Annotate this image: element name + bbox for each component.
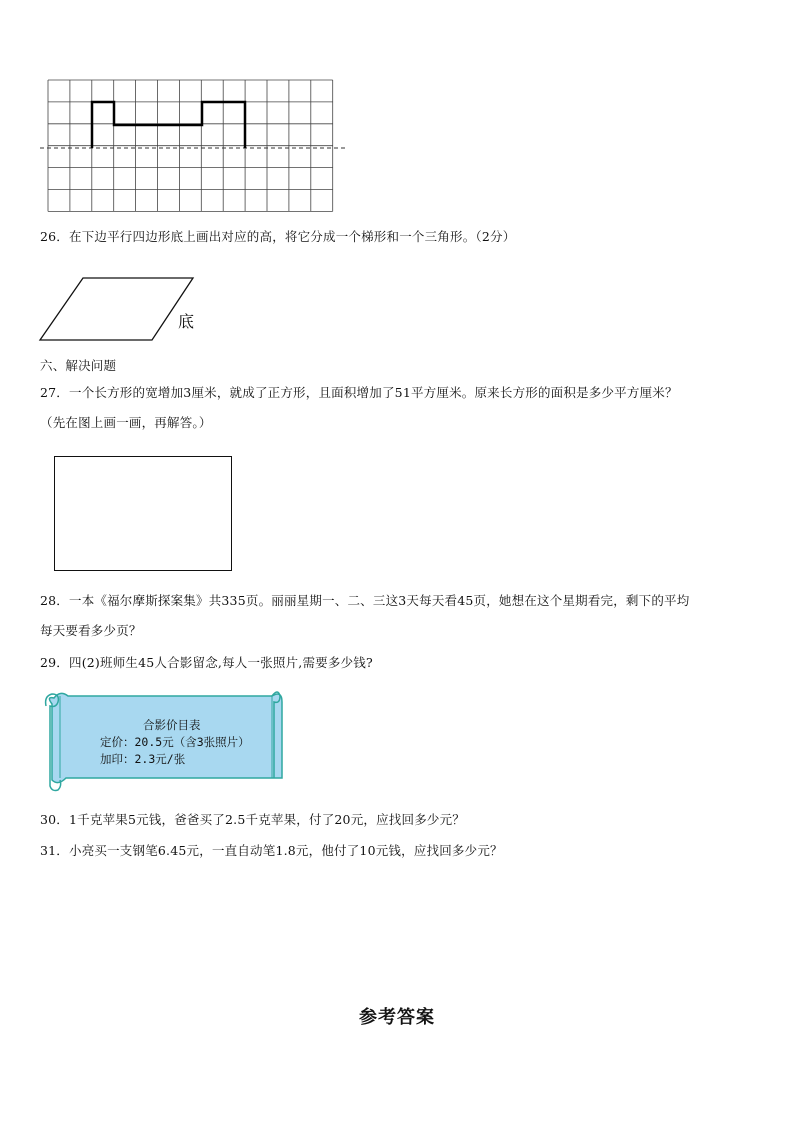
- price-table-title: 合影价目表: [143, 718, 201, 732]
- question-27-line2: （先在图上画一画，再解答。）: [40, 415, 212, 430]
- question-27-line1: 27．一个长方形的宽增加3厘米，就成了正方形，且面积增加了51平方厘米。原来长方形的面积是多少平方厘米？: [40, 385, 678, 400]
- section-title: 六、解决问题: [40, 358, 117, 373]
- question-28-line2: 每天要看多少页？: [40, 623, 142, 638]
- parallelogram: [40, 278, 193, 340]
- base-label: 底: [178, 312, 195, 331]
- drawn-shape: [92, 102, 245, 148]
- rectangle-drawing-box: [54, 456, 232, 571]
- question-29-text: 29．四(2)班师生45人合影留念,每人一张照片,需要多少钱?: [40, 655, 373, 670]
- question-26: [40, 228, 515, 246]
- price-table-line2: 加印：2.3元/张: [100, 752, 186, 766]
- question-28-line1: 28．一本《福尔摩斯探案集》共335页。丽丽星期一、二、三这3天每天看45页，她想在这个星期看完，剩下的平均: [40, 593, 690, 608]
- question-26-text: 26．在下边平行四边形底上画出对应的高，将它分成一个梯形和一个三角形。（2分）: [40, 229, 516, 244]
- price-table-line1: 定价：20.5元（含3张照片）: [100, 735, 250, 749]
- grid-figure: [40, 74, 350, 219]
- question-31-text: 31．小亮买一支钢笔6.45元，一直自动笔1.8元，他付了10元钱，应找回多少元？: [40, 843, 503, 858]
- question-30-text: 30．1千克苹果5元钱，爸爸买了2.5千克苹果，付了20元，应找回多少元？: [40, 812, 465, 827]
- answer-title: 参考答案: [359, 1007, 435, 1028]
